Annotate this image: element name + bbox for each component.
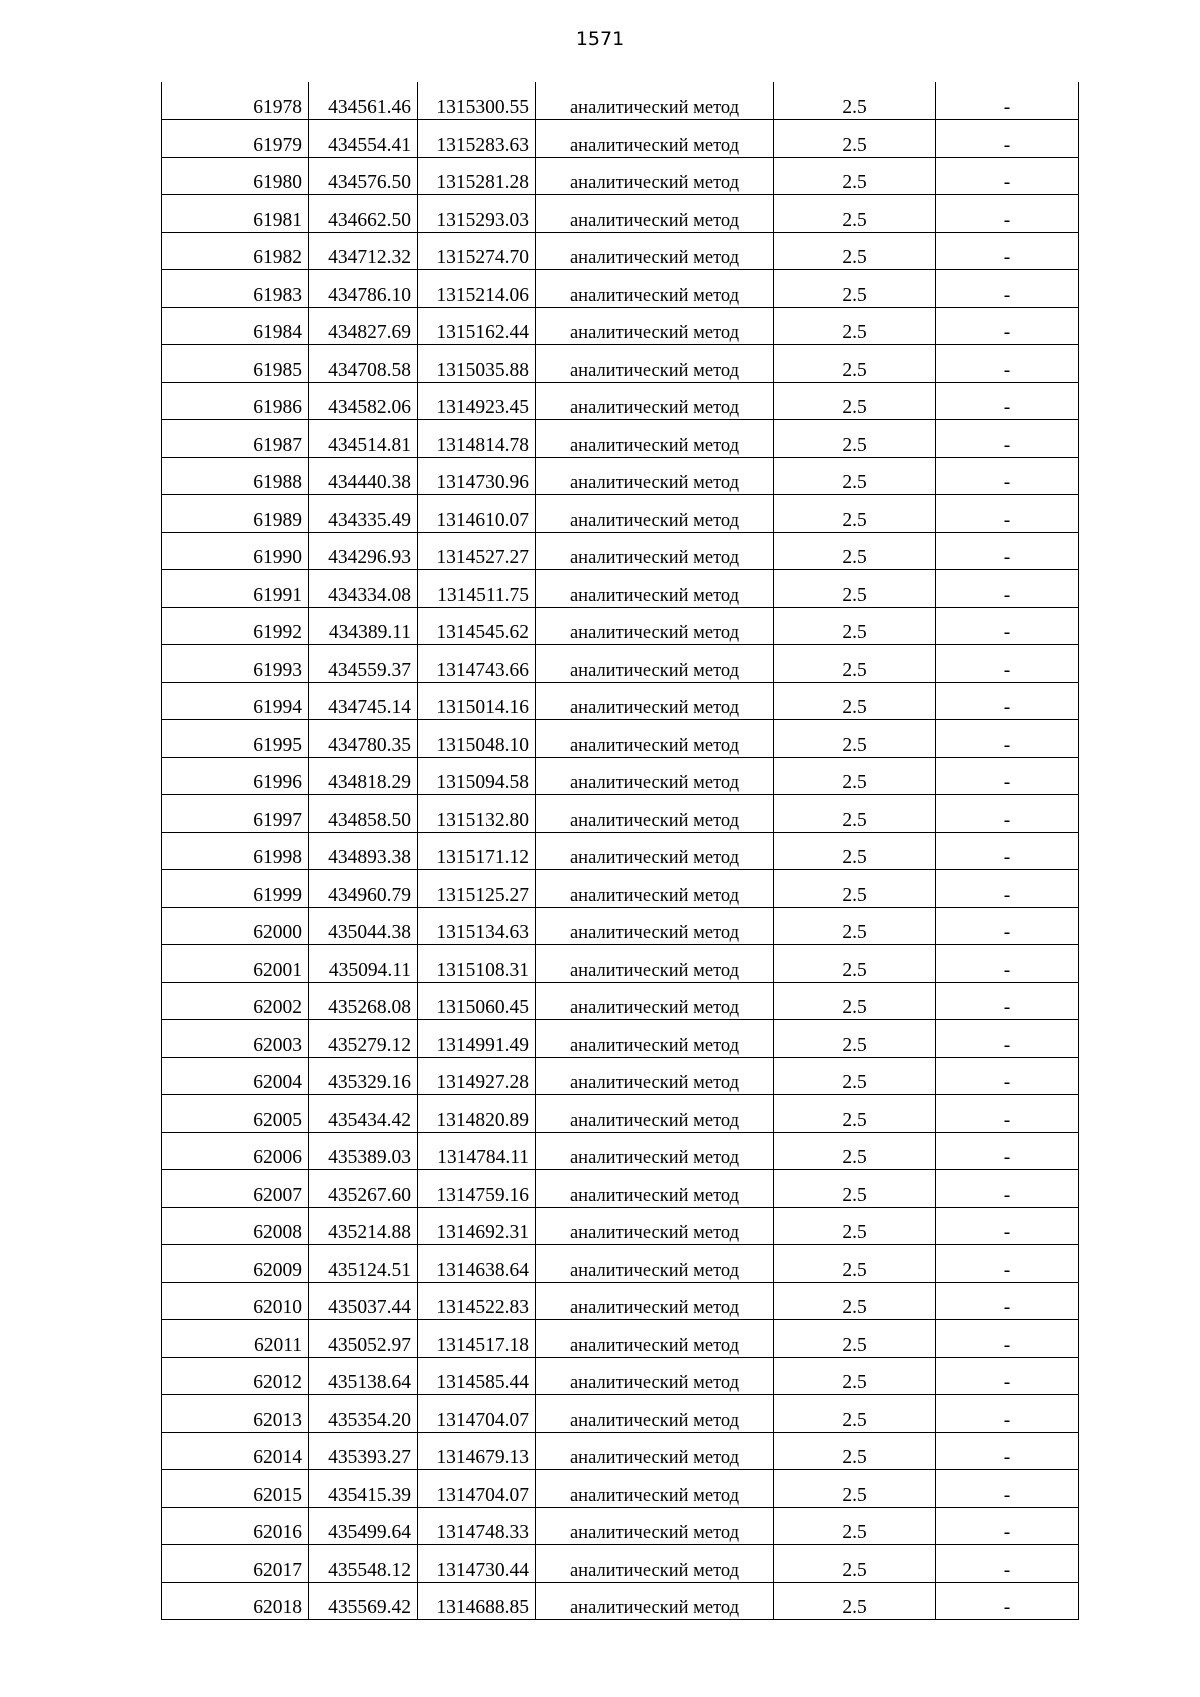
table-row — [162, 1320, 1079, 1358]
point-number-cell: 61989 — [162, 495, 309, 533]
x-coordinate-cell: 434712.32 — [309, 232, 418, 270]
table-row — [162, 420, 1079, 458]
accuracy-cell: 2.5 — [774, 1582, 936, 1620]
x-coordinate-cell: 434576.50 — [309, 157, 418, 195]
note-cell: - — [936, 870, 1079, 908]
method-cell: аналитический метод — [536, 720, 774, 758]
x-coordinate-cell: 434389.11 — [309, 607, 418, 645]
accuracy-cell: 2.5 — [774, 570, 936, 608]
point-number-cell: 61986 — [162, 382, 309, 420]
note-cell: - — [936, 795, 1079, 833]
point-number-cell: 61987 — [162, 420, 309, 458]
x-coordinate-cell: 434554.41 — [309, 120, 418, 158]
x-coordinate-cell: 435279.12 — [309, 1020, 418, 1058]
table-row — [162, 1170, 1079, 1208]
point-number-cell: 61979 — [162, 120, 309, 158]
point-number-cell: 61993 — [162, 645, 309, 683]
y-coordinate-cell: 1315281.28 — [418, 157, 536, 195]
x-coordinate-cell: 434440.38 — [309, 457, 418, 495]
note-cell: - — [936, 307, 1079, 345]
x-coordinate-cell: 435548.12 — [309, 1545, 418, 1583]
y-coordinate-cell: 1314692.31 — [418, 1207, 536, 1245]
x-coordinate-cell: 435267.60 — [309, 1170, 418, 1208]
point-number-cell: 61998 — [162, 832, 309, 870]
y-coordinate-cell: 1314638.64 — [418, 1245, 536, 1283]
method-cell: аналитический метод — [536, 1320, 774, 1358]
point-number-cell: 61999 — [162, 870, 309, 908]
method-cell: аналитический метод — [536, 1357, 774, 1395]
method-cell: аналитический метод — [536, 907, 774, 945]
note-cell: - — [936, 382, 1079, 420]
accuracy-cell: 2.5 — [774, 307, 936, 345]
note-cell: - — [936, 457, 1079, 495]
point-number-cell: 62010 — [162, 1282, 309, 1320]
point-number-cell: 61985 — [162, 345, 309, 383]
table-row — [162, 1432, 1079, 1470]
table-row — [162, 345, 1079, 383]
table-row — [162, 270, 1079, 308]
method-cell: аналитический метод — [536, 345, 774, 383]
point-number-cell: 62005 — [162, 1095, 309, 1133]
table-row — [162, 457, 1079, 495]
note-cell: - — [936, 1545, 1079, 1583]
point-number-cell: 62004 — [162, 1057, 309, 1095]
x-coordinate-cell: 434827.69 — [309, 307, 418, 345]
y-coordinate-cell: 1314679.13 — [418, 1432, 536, 1470]
accuracy-cell: 2.5 — [774, 532, 936, 570]
method-cell: аналитический метод — [536, 1582, 774, 1620]
accuracy-cell: 2.5 — [774, 870, 936, 908]
x-coordinate-cell: 435415.39 — [309, 1470, 418, 1508]
table-row — [162, 945, 1079, 983]
point-number-cell: 62000 — [162, 907, 309, 945]
accuracy-cell: 2.5 — [774, 1320, 936, 1358]
y-coordinate-cell: 1315060.45 — [418, 982, 536, 1020]
coordinates-table — [161, 82, 1079, 1620]
point-number-cell: 62016 — [162, 1507, 309, 1545]
x-coordinate-cell: 434335.49 — [309, 495, 418, 533]
table-row — [162, 82, 1079, 120]
table-row — [162, 1282, 1079, 1320]
note-cell: - — [936, 945, 1079, 983]
x-coordinate-cell: 435044.38 — [309, 907, 418, 945]
table-row — [162, 720, 1079, 758]
point-number-cell: 61991 — [162, 570, 309, 608]
y-coordinate-cell: 1315171.12 — [418, 832, 536, 870]
note-cell: - — [936, 1507, 1079, 1545]
accuracy-cell: 2.5 — [774, 795, 936, 833]
point-number-cell: 62017 — [162, 1545, 309, 1583]
y-coordinate-cell: 1314991.49 — [418, 1020, 536, 1058]
method-cell: аналитический метод — [536, 945, 774, 983]
method-cell: аналитический метод — [536, 1432, 774, 1470]
y-coordinate-cell: 1315035.88 — [418, 345, 536, 383]
table-row — [162, 645, 1079, 683]
x-coordinate-cell: 435268.08 — [309, 982, 418, 1020]
point-number-cell: 62015 — [162, 1470, 309, 1508]
method-cell: аналитический метод — [536, 495, 774, 533]
y-coordinate-cell: 1315283.63 — [418, 120, 536, 158]
accuracy-cell: 2.5 — [774, 345, 936, 383]
x-coordinate-cell: 434334.08 — [309, 570, 418, 608]
table-row — [162, 570, 1079, 608]
point-number-cell: 61996 — [162, 757, 309, 795]
method-cell: аналитический метод — [536, 1507, 774, 1545]
note-cell: - — [936, 157, 1079, 195]
x-coordinate-cell: 434559.37 — [309, 645, 418, 683]
accuracy-cell: 2.5 — [774, 495, 936, 533]
x-coordinate-cell: 435569.42 — [309, 1582, 418, 1620]
note-cell: - — [936, 907, 1079, 945]
method-cell: аналитический метод — [536, 1545, 774, 1583]
accuracy-cell: 2.5 — [774, 907, 936, 945]
table-row — [162, 832, 1079, 870]
point-number-cell: 62014 — [162, 1432, 309, 1470]
accuracy-cell: 2.5 — [774, 1132, 936, 1170]
accuracy-cell: 2.5 — [774, 1245, 936, 1283]
note-cell: - — [936, 195, 1079, 233]
method-cell: аналитический метод — [536, 307, 774, 345]
accuracy-cell: 2.5 — [774, 1470, 936, 1508]
note-cell: - — [936, 1020, 1079, 1058]
table-row — [162, 307, 1079, 345]
accuracy-cell: 2.5 — [774, 607, 936, 645]
y-coordinate-cell: 1314545.62 — [418, 607, 536, 645]
x-coordinate-cell: 435214.88 — [309, 1207, 418, 1245]
accuracy-cell: 2.5 — [774, 120, 936, 158]
y-coordinate-cell: 1314511.75 — [418, 570, 536, 608]
method-cell: аналитический метод — [536, 157, 774, 195]
point-number-cell: 62011 — [162, 1320, 309, 1358]
x-coordinate-cell: 434708.58 — [309, 345, 418, 383]
table-row — [162, 607, 1079, 645]
method-cell: аналитический метод — [536, 457, 774, 495]
method-cell: аналитический метод — [536, 1395, 774, 1433]
point-number-cell: 61995 — [162, 720, 309, 758]
accuracy-cell: 2.5 — [774, 982, 936, 1020]
method-cell: аналитический метод — [536, 82, 774, 120]
note-cell: - — [936, 682, 1079, 720]
note-cell: - — [936, 120, 1079, 158]
x-coordinate-cell: 434818.29 — [309, 757, 418, 795]
method-cell: аналитический метод — [536, 1020, 774, 1058]
y-coordinate-cell: 1314585.44 — [418, 1357, 536, 1395]
method-cell: аналитический метод — [536, 1170, 774, 1208]
point-number-cell: 62013 — [162, 1395, 309, 1433]
note-cell: - — [936, 1357, 1079, 1395]
table-row — [162, 1395, 1079, 1433]
method-cell: аналитический метод — [536, 645, 774, 683]
x-coordinate-cell: 434786.10 — [309, 270, 418, 308]
table-row — [162, 1095, 1079, 1133]
table-row — [162, 1545, 1079, 1583]
point-number-cell: 62006 — [162, 1132, 309, 1170]
method-cell: аналитический метод — [536, 1132, 774, 1170]
table-row — [162, 232, 1079, 270]
accuracy-cell: 2.5 — [774, 1282, 936, 1320]
y-coordinate-cell: 1314527.27 — [418, 532, 536, 570]
y-coordinate-cell: 1315214.06 — [418, 270, 536, 308]
x-coordinate-cell: 434296.93 — [309, 532, 418, 570]
point-number-cell: 62009 — [162, 1245, 309, 1283]
accuracy-cell: 2.5 — [774, 1057, 936, 1095]
note-cell: - — [936, 607, 1079, 645]
note-cell: - — [936, 420, 1079, 458]
y-coordinate-cell: 1314820.89 — [418, 1095, 536, 1133]
method-cell: аналитический метод — [536, 1057, 774, 1095]
table-row — [162, 757, 1079, 795]
y-coordinate-cell: 1314743.66 — [418, 645, 536, 683]
method-cell: аналитический метод — [536, 757, 774, 795]
point-number-cell: 61990 — [162, 532, 309, 570]
accuracy-cell: 2.5 — [774, 157, 936, 195]
point-number-cell: 61994 — [162, 682, 309, 720]
accuracy-cell: 2.5 — [774, 682, 936, 720]
point-number-cell: 62007 — [162, 1170, 309, 1208]
y-coordinate-cell: 1314814.78 — [418, 420, 536, 458]
x-coordinate-cell: 434858.50 — [309, 795, 418, 833]
point-number-cell: 62018 — [162, 1582, 309, 1620]
x-coordinate-cell: 434960.79 — [309, 870, 418, 908]
table-row — [162, 1245, 1079, 1283]
accuracy-cell: 2.5 — [774, 1095, 936, 1133]
accuracy-cell: 2.5 — [774, 645, 936, 683]
table-row — [162, 682, 1079, 720]
accuracy-cell: 2.5 — [774, 1170, 936, 1208]
point-number-cell: 61982 — [162, 232, 309, 270]
point-number-cell: 62003 — [162, 1020, 309, 1058]
coordinates-table-body — [162, 82, 1079, 1620]
x-coordinate-cell: 435389.03 — [309, 1132, 418, 1170]
method-cell: аналитический метод — [536, 570, 774, 608]
accuracy-cell: 2.5 — [774, 457, 936, 495]
y-coordinate-cell: 1315108.31 — [418, 945, 536, 983]
accuracy-cell: 2.5 — [774, 195, 936, 233]
method-cell: аналитический метод — [536, 1207, 774, 1245]
x-coordinate-cell: 434662.50 — [309, 195, 418, 233]
x-coordinate-cell: 435124.51 — [309, 1245, 418, 1283]
y-coordinate-cell: 1315293.03 — [418, 195, 536, 233]
y-coordinate-cell: 1314610.07 — [418, 495, 536, 533]
method-cell: аналитический метод — [536, 795, 774, 833]
y-coordinate-cell: 1315162.44 — [418, 307, 536, 345]
accuracy-cell: 2.5 — [774, 232, 936, 270]
note-cell: - — [936, 1170, 1079, 1208]
note-cell: - — [936, 1132, 1079, 1170]
y-coordinate-cell: 1314688.85 — [418, 1582, 536, 1620]
note-cell: - — [936, 832, 1079, 870]
point-number-cell: 62008 — [162, 1207, 309, 1245]
table-row — [162, 1507, 1079, 1545]
y-coordinate-cell: 1314704.07 — [418, 1470, 536, 1508]
point-number-cell: 61981 — [162, 195, 309, 233]
note-cell: - — [936, 232, 1079, 270]
accuracy-cell: 2.5 — [774, 1432, 936, 1470]
x-coordinate-cell: 434514.81 — [309, 420, 418, 458]
x-coordinate-cell: 435393.27 — [309, 1432, 418, 1470]
table-row — [162, 157, 1079, 195]
y-coordinate-cell: 1314522.83 — [418, 1282, 536, 1320]
accuracy-cell: 2.5 — [774, 382, 936, 420]
x-coordinate-cell: 434745.14 — [309, 682, 418, 720]
x-coordinate-cell: 435329.16 — [309, 1057, 418, 1095]
note-cell: - — [936, 1432, 1079, 1470]
accuracy-cell: 2.5 — [774, 720, 936, 758]
x-coordinate-cell: 434893.38 — [309, 832, 418, 870]
method-cell: аналитический метод — [536, 682, 774, 720]
note-cell: - — [936, 757, 1079, 795]
method-cell: аналитический метод — [536, 1282, 774, 1320]
note-cell: - — [936, 270, 1079, 308]
method-cell: аналитический метод — [536, 270, 774, 308]
note-cell: - — [936, 345, 1079, 383]
table-row — [162, 495, 1079, 533]
x-coordinate-cell: 435094.11 — [309, 945, 418, 983]
table-row — [162, 195, 1079, 233]
note-cell: - — [936, 532, 1079, 570]
page-number: 1571 — [575, 28, 625, 50]
x-coordinate-cell: 434561.46 — [309, 82, 418, 120]
note-cell: - — [936, 1582, 1079, 1620]
method-cell: аналитический метод — [536, 832, 774, 870]
y-coordinate-cell: 1315132.80 — [418, 795, 536, 833]
note-cell: - — [936, 982, 1079, 1020]
x-coordinate-cell: 435354.20 — [309, 1395, 418, 1433]
note-cell: - — [936, 1395, 1079, 1433]
y-coordinate-cell: 1315134.63 — [418, 907, 536, 945]
table-row — [162, 1057, 1079, 1095]
method-cell: аналитический метод — [536, 607, 774, 645]
accuracy-cell: 2.5 — [774, 1357, 936, 1395]
table-row — [162, 907, 1079, 945]
table-row — [162, 1132, 1079, 1170]
y-coordinate-cell: 1315094.58 — [418, 757, 536, 795]
y-coordinate-cell: 1314730.96 — [418, 457, 536, 495]
accuracy-cell: 2.5 — [774, 1020, 936, 1058]
note-cell: - — [936, 1245, 1079, 1283]
y-coordinate-cell: 1315274.70 — [418, 232, 536, 270]
accuracy-cell: 2.5 — [774, 420, 936, 458]
point-number-cell: 62001 — [162, 945, 309, 983]
method-cell: аналитический метод — [536, 120, 774, 158]
note-cell: - — [936, 570, 1079, 608]
method-cell: аналитический метод — [536, 195, 774, 233]
table-row — [162, 1470, 1079, 1508]
note-cell: - — [936, 1057, 1079, 1095]
accuracy-cell: 2.5 — [774, 1395, 936, 1433]
table-row — [162, 532, 1079, 570]
method-cell: аналитический метод — [536, 1470, 774, 1508]
table-row — [162, 982, 1079, 1020]
y-coordinate-cell: 1315014.16 — [418, 682, 536, 720]
x-coordinate-cell: 434582.06 — [309, 382, 418, 420]
y-coordinate-cell: 1315048.10 — [418, 720, 536, 758]
method-cell: аналитический метод — [536, 420, 774, 458]
x-coordinate-cell: 435499.64 — [309, 1507, 418, 1545]
table-row — [162, 1357, 1079, 1395]
table-row — [162, 1020, 1079, 1058]
note-cell: - — [936, 82, 1079, 120]
y-coordinate-cell: 1314784.11 — [418, 1132, 536, 1170]
accuracy-cell: 2.5 — [774, 945, 936, 983]
method-cell: аналитический метод — [536, 1095, 774, 1133]
table-row — [162, 120, 1079, 158]
method-cell: аналитический метод — [536, 532, 774, 570]
point-number-cell: 61988 — [162, 457, 309, 495]
note-cell: - — [936, 720, 1079, 758]
note-cell: - — [936, 1095, 1079, 1133]
point-number-cell: 61978 — [162, 82, 309, 120]
y-coordinate-cell: 1314759.16 — [418, 1170, 536, 1208]
y-coordinate-cell: 1314704.07 — [418, 1395, 536, 1433]
x-coordinate-cell: 435052.97 — [309, 1320, 418, 1358]
point-number-cell: 61983 — [162, 270, 309, 308]
method-cell: аналитический метод — [536, 870, 774, 908]
point-number-cell: 61997 — [162, 795, 309, 833]
y-coordinate-cell: 1314923.45 — [418, 382, 536, 420]
accuracy-cell: 2.5 — [774, 1507, 936, 1545]
accuracy-cell: 2.5 — [774, 832, 936, 870]
note-cell: - — [936, 645, 1079, 683]
accuracy-cell: 2.5 — [774, 270, 936, 308]
y-coordinate-cell: 1314927.28 — [418, 1057, 536, 1095]
y-coordinate-cell: 1314730.44 — [418, 1545, 536, 1583]
method-cell: аналитический метод — [536, 232, 774, 270]
note-cell: - — [936, 1207, 1079, 1245]
table-row — [162, 1582, 1079, 1620]
x-coordinate-cell: 434780.35 — [309, 720, 418, 758]
note-cell: - — [936, 495, 1079, 533]
point-number-cell: 61992 — [162, 607, 309, 645]
point-number-cell: 61984 — [162, 307, 309, 345]
note-cell: - — [936, 1470, 1079, 1508]
point-number-cell: 61980 — [162, 157, 309, 195]
y-coordinate-cell: 1315125.27 — [418, 870, 536, 908]
method-cell: аналитический метод — [536, 382, 774, 420]
x-coordinate-cell: 435037.44 — [309, 1282, 418, 1320]
y-coordinate-cell: 1314517.18 — [418, 1320, 536, 1358]
accuracy-cell: 2.5 — [774, 1207, 936, 1245]
x-coordinate-cell: 435138.64 — [309, 1357, 418, 1395]
y-coordinate-cell: 1315300.55 — [418, 82, 536, 120]
table-row — [162, 382, 1079, 420]
method-cell: аналитический метод — [536, 1245, 774, 1283]
table-row — [162, 1207, 1079, 1245]
table-row — [162, 870, 1079, 908]
point-number-cell: 62002 — [162, 982, 309, 1020]
point-number-cell: 62012 — [162, 1357, 309, 1395]
x-coordinate-cell: 435434.42 — [309, 1095, 418, 1133]
method-cell: аналитический метод — [536, 982, 774, 1020]
accuracy-cell: 2.5 — [774, 82, 936, 120]
accuracy-cell: 2.5 — [774, 1545, 936, 1583]
note-cell: - — [936, 1320, 1079, 1358]
accuracy-cell: 2.5 — [774, 757, 936, 795]
note-cell: - — [936, 1282, 1079, 1320]
y-coordinate-cell: 1314748.33 — [418, 1507, 536, 1545]
table-row — [162, 795, 1079, 833]
